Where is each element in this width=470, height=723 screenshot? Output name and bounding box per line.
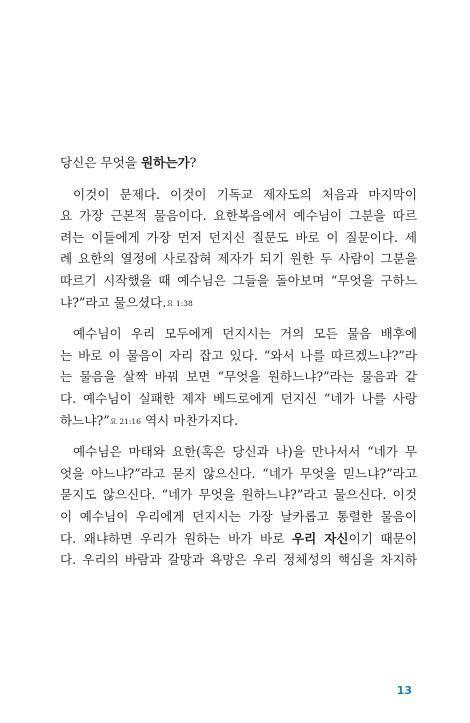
- heading-emphasis: 원하는가: [141, 155, 190, 170]
- heading-pre: 당신은 무엇을: [60, 155, 141, 170]
- paragraph-3: [60, 441, 417, 571]
- text-line: 는 물음을 살짝 바꿔 보면 “무엇을 원하느냐?”라는 물음과 같: [60, 369, 417, 385]
- text-line: [60, 292, 417, 314]
- text-line: 이 예수님이 우리에게 던지시는 가장 날카롭고 통렬한 물음이: [60, 508, 417, 524]
- text-line: 엇을 아느냐?”라고 묻지 않으신다. “네가 무엇을 믿느냐?”라고: [60, 465, 417, 481]
- text-line: 는 바로 이 물음이 자리 잡고 있다. “와서 나를 따르겠느냐?”라: [60, 347, 417, 363]
- page-number: 13: [396, 684, 412, 697]
- text-span: 냐?”라고 물으셨다.: [60, 294, 167, 310]
- text-line: 려는 이들에게 가장 먼저 던지신 질문도 바로 이 질문이다. 세: [60, 229, 417, 245]
- scripture-reference: 요 21:16: [109, 416, 141, 426]
- paragraph-2: [60, 323, 417, 431]
- text-line: 례 요한의 열정에 사로잡혀 제자가 되기 원한 두 사람이 그분을: [60, 251, 417, 267]
- text-span: 하느냐?”: [60, 412, 110, 428]
- text-line: [60, 528, 417, 550]
- scripture-reference: 요 1:38: [166, 298, 193, 308]
- heading-post: ?: [189, 155, 197, 170]
- text-span: 역시 마찬가지다.: [140, 412, 239, 428]
- text-line: 따르기 시작했을 때 예수님은 그들을 돌아보며 “무엇을 구하느: [60, 272, 417, 288]
- text-line: 묻지도 않으신다. “네가 무엇을 원하느냐?”라고 물으신다. 이것: [60, 487, 417, 503]
- text-line: 예수님이 우리 모두에게 던지시는 거의 모든 물음 배후에: [73, 326, 417, 342]
- text-line: [60, 410, 417, 432]
- text-line: 예수님은 마태와 요한(혹은 당신과 나)을 만나서서 “네가 무: [73, 444, 417, 460]
- text-span: 이기 때문이: [348, 530, 417, 546]
- text-span: 다. 왜냐하면 우리가 원하는 바가 바로: [60, 530, 292, 546]
- text-line: 요 가장 근본적 물음이다. 요한복음에서 예수님이 그분을 따르: [60, 208, 417, 224]
- section-heading: [60, 152, 417, 174]
- text-line: 다. 예수님이 실패한 제자 베드로에게 던지신 “네가 나를 사랑: [60, 390, 417, 406]
- paragraph-1: [60, 184, 417, 314]
- emphasis-text: 우리 자신: [291, 530, 349, 546]
- body-text: [60, 152, 417, 571]
- text-line: 다. 우리의 바람과 갈망과 욕망은 우리 정체성의 핵심을 차지하: [60, 552, 417, 568]
- text-line: 이것이 문제다. 이것이 기독교 제자도의 처음과 마지막이: [73, 186, 417, 202]
